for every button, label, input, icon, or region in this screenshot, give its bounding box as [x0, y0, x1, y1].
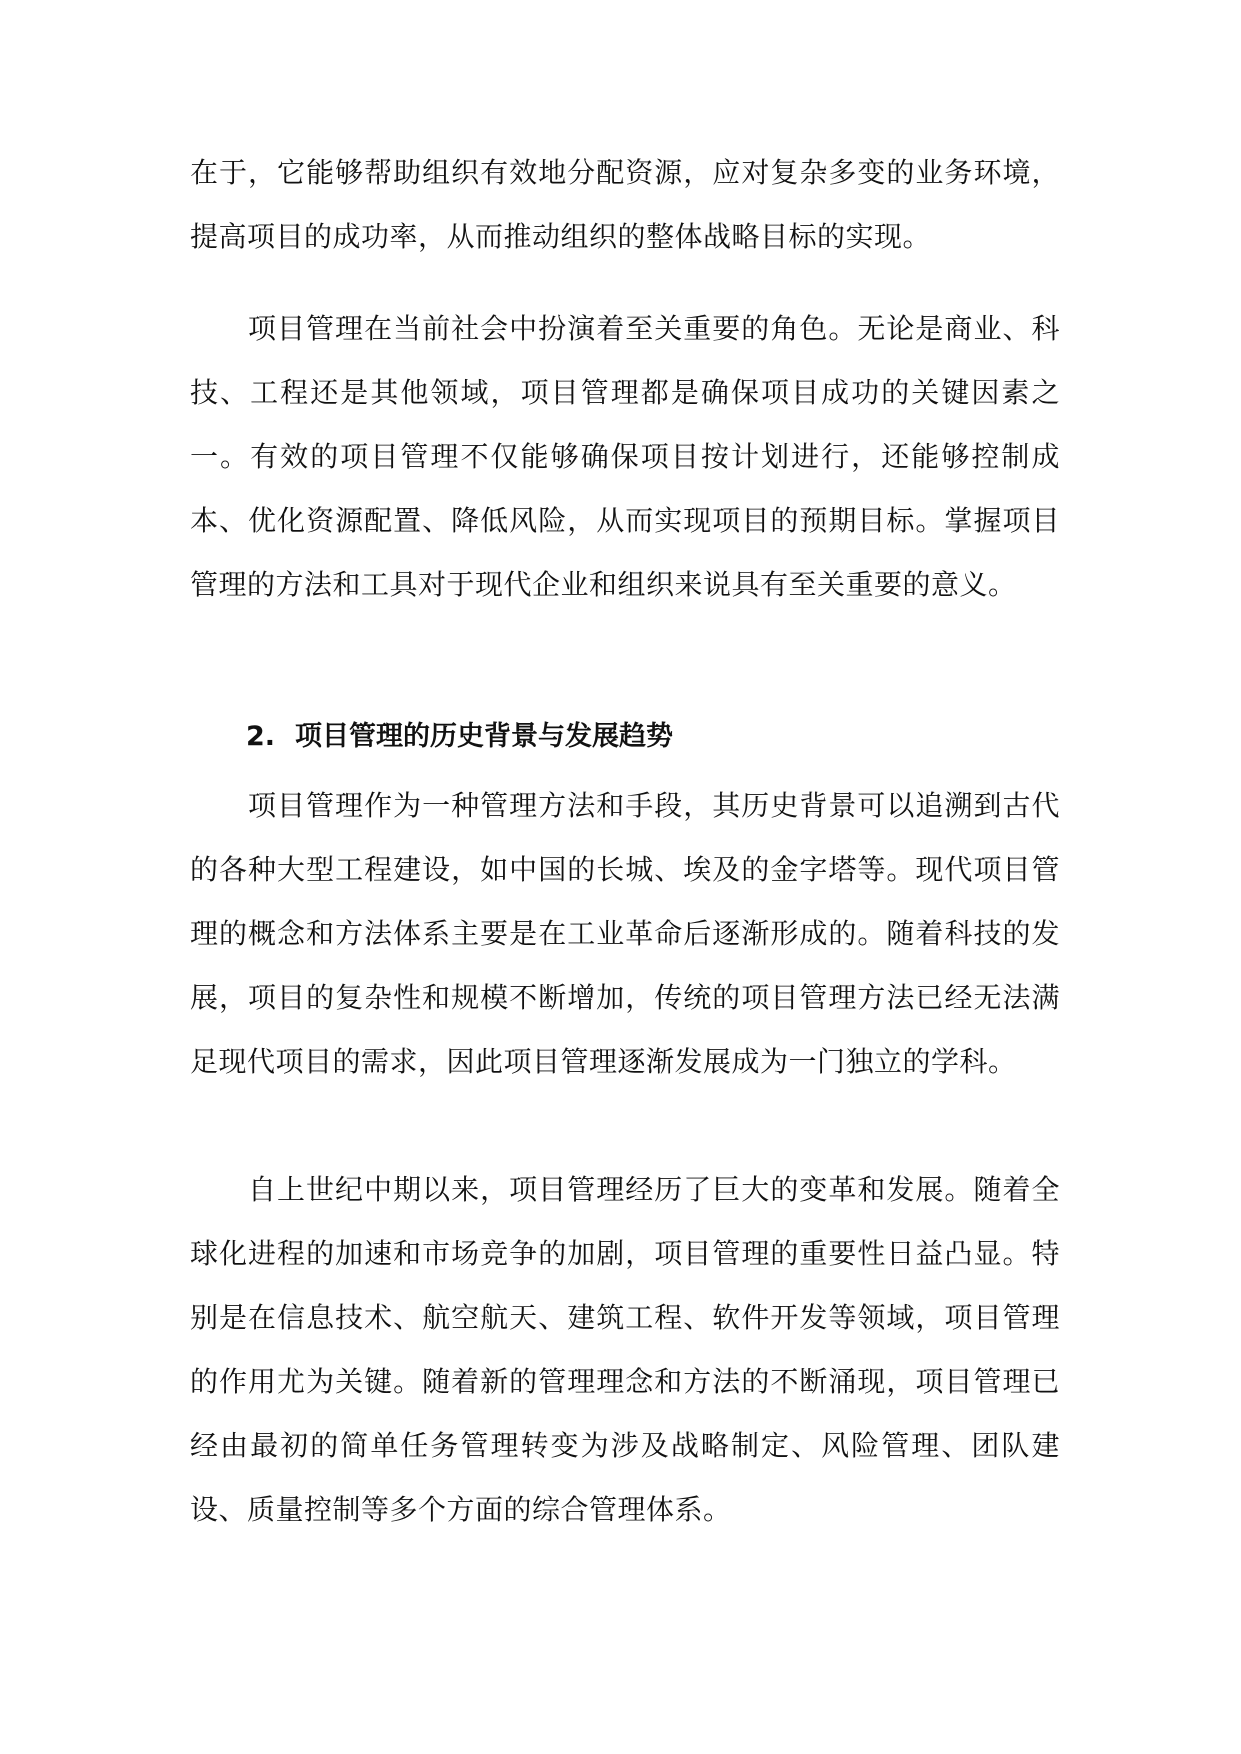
paragraph-development: 自上世纪中期以来，项目管理经历了巨大的变革和发展。随着全球化进程的加速和市场竞争的加剧，项目管理的重要性日益凸显。特别是在信息技术、航空航天、建筑工程、软件开发等领域，项目管理的作用尤为关键。随着新的管理理念和方法的不断涌现，项目管理已经由最初的简单任务管理转变为涉及战略制定、风险管理、团队建设、质量控制等多个方面的综合管理体系。	[190, 1173, 1060, 1526]
paragraph-importance: 项目管理在当前社会中扮演着至关重要的角色。无论是商业、科技、工程还是其他领域，项目管理都是确保项目成功的关键因素之一。有效的项目管理不仅能够确保项目按计划进行，还能够控制成本、优化资源配置、降低风险，从而实现项目的预期目标。掌握项目管理的方法和工具对于现代企业和组织来说具有至关重要的意义。	[190, 312, 1060, 601]
section-title: 项目管理的历史背景与发展趋势	[295, 721, 674, 752]
paragraph-history: 项目管理作为一种管理方法和手段，其历史背景可以追溯到古代的各种大型工程建设，如中国的长城、埃及的金字塔等。现代项目管理的概念和方法体系主要是在工业革命后逐渐形成的。随着科技的发展，项目的复杂性和规模不断增加，传统的项目管理方法已经无法满足现代项目的需求，因此项目管理逐渐发展成为一门独立的学科。	[190, 789, 1060, 1078]
section-number: 2.	[246, 721, 276, 752]
paragraph-continuation: 在于，它能够帮助组织有效地分配资源，应对复杂多变的业务环境，提高项目的成功率，从而推动组织的整体战略目标的实现。	[190, 156, 1060, 253]
section-heading	[246, 705, 673, 769]
